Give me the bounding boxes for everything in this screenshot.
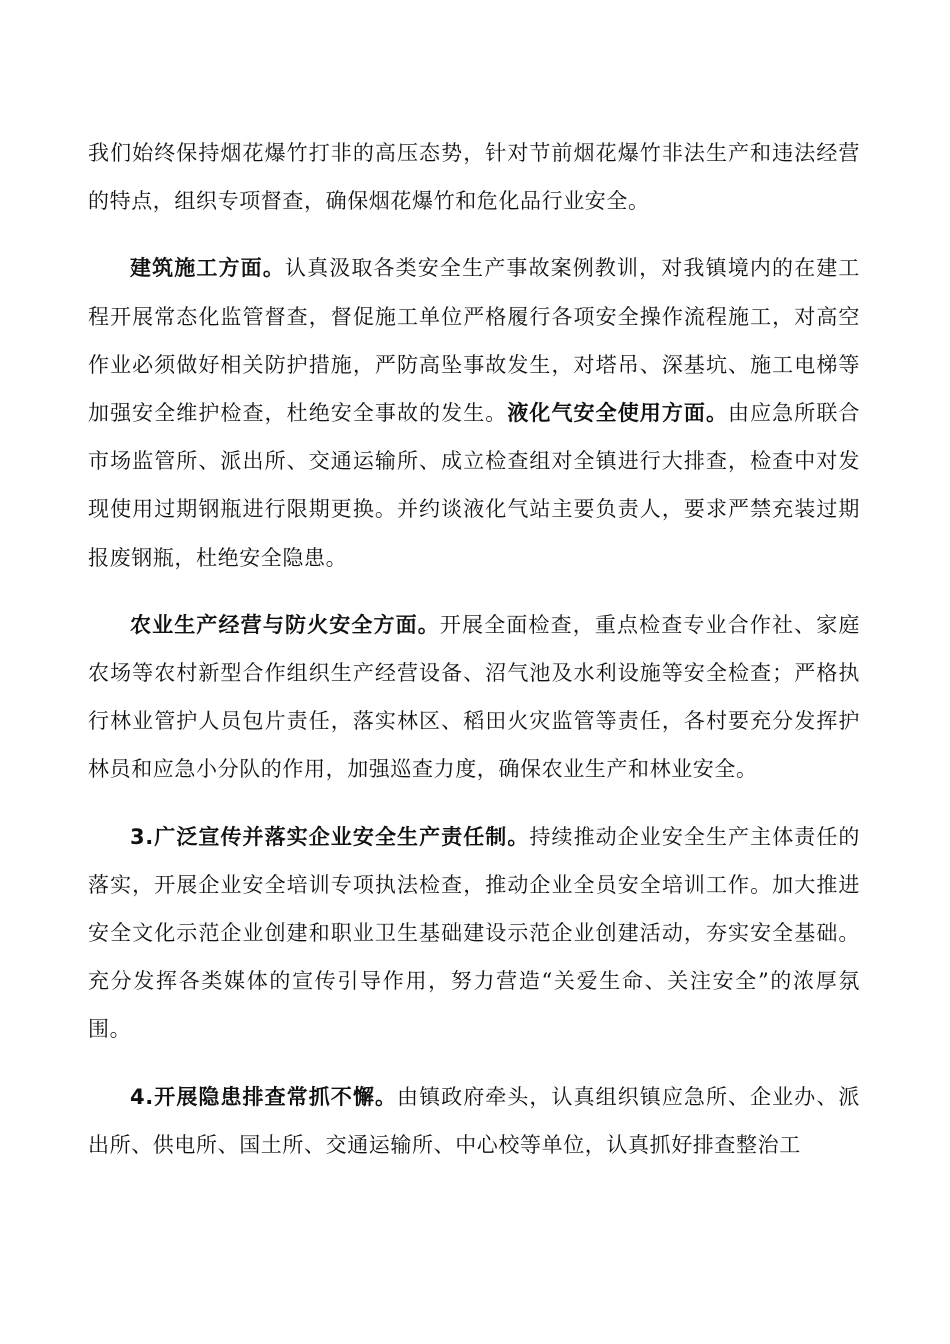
paragraph-hazard-inspection [88, 1073, 860, 1169]
paragraph-text: 由镇政府牵头，认真组织镇应急所、企业办、派出所、供电所、国土所、交通运输所、中心校等单位，认真抓好排查整治工 [88, 1084, 860, 1157]
paragraph-text: 认真汲取各类安全生产事故案例教训，对我镇境内的在建工程开展常态化监管督查，督促施工单位严格履行各项安全操作流程施工，对高空作业必须做好相关防护措施，严防高坠事故发生，对塔吊、深基坑、施工电梯等加强安全维护检查，杜绝安全事故的发生。 [88, 256, 860, 426]
paragraph-text: 持续推动企业安全生产主体责任的落实，开展企业安全培训专项执法检查，推动企业全员安全培训工作。加大推进安全文化示范企业创建和职业卫生基础建设示范企业创建活动，夯实安全基础。充分发挥各类媒体的宣传引导作用，努力营造“关爱生命、关注安全”的浓厚氛围。 [88, 824, 860, 1042]
paragraph-heading: 3.广泛宣传并落实企业安全生产责任制。 [130, 824, 530, 849]
paragraph-heading: 液化气安全使用方面。 [507, 401, 729, 426]
document-body [88, 129, 860, 1189]
paragraph-heading: 农业生产经营与防火安全方面。 [130, 612, 440, 637]
paragraph-text: 由应急所联合市场监管所、派出所、交通运输所、成立检查组对全镇进行大排查，检查中对发现使用过期钢瓶进行限期更换。并约谈液化气站主要负责人，要求严禁充装过期报废钢瓶，杜绝安全隐患。 [88, 401, 860, 570]
paragraph-publicity [88, 813, 860, 1054]
paragraph-heading: 4.开展隐患排查常抓不懈。 [130, 1084, 398, 1109]
paragraph-heading: 建筑施工方面。 [130, 256, 285, 281]
paragraph-agriculture [88, 601, 860, 794]
paragraph-construction [88, 244, 860, 581]
paragraph-fireworks-continuation [88, 129, 860, 225]
paragraph-text: 我们始终保持烟花爆竹打非的高压态势，针对节前烟花爆竹非法生产和违法经营的特点，组织专项督查，确保烟花爆竹和危化品行业安全。 [88, 141, 860, 214]
paragraph-text: 开展全面检查，重点检查专业合作社、家庭农场等农村新型合作组织生产经营设备、沼气池及水利设施等安全检查；严格执行林业管护人员包片责任，落实林区、稻田火灾监管等责任，各村要充分发挥护林员和应急小分队的作用，加强巡查力度，确保农业生产和林业安全。 [88, 612, 860, 782]
